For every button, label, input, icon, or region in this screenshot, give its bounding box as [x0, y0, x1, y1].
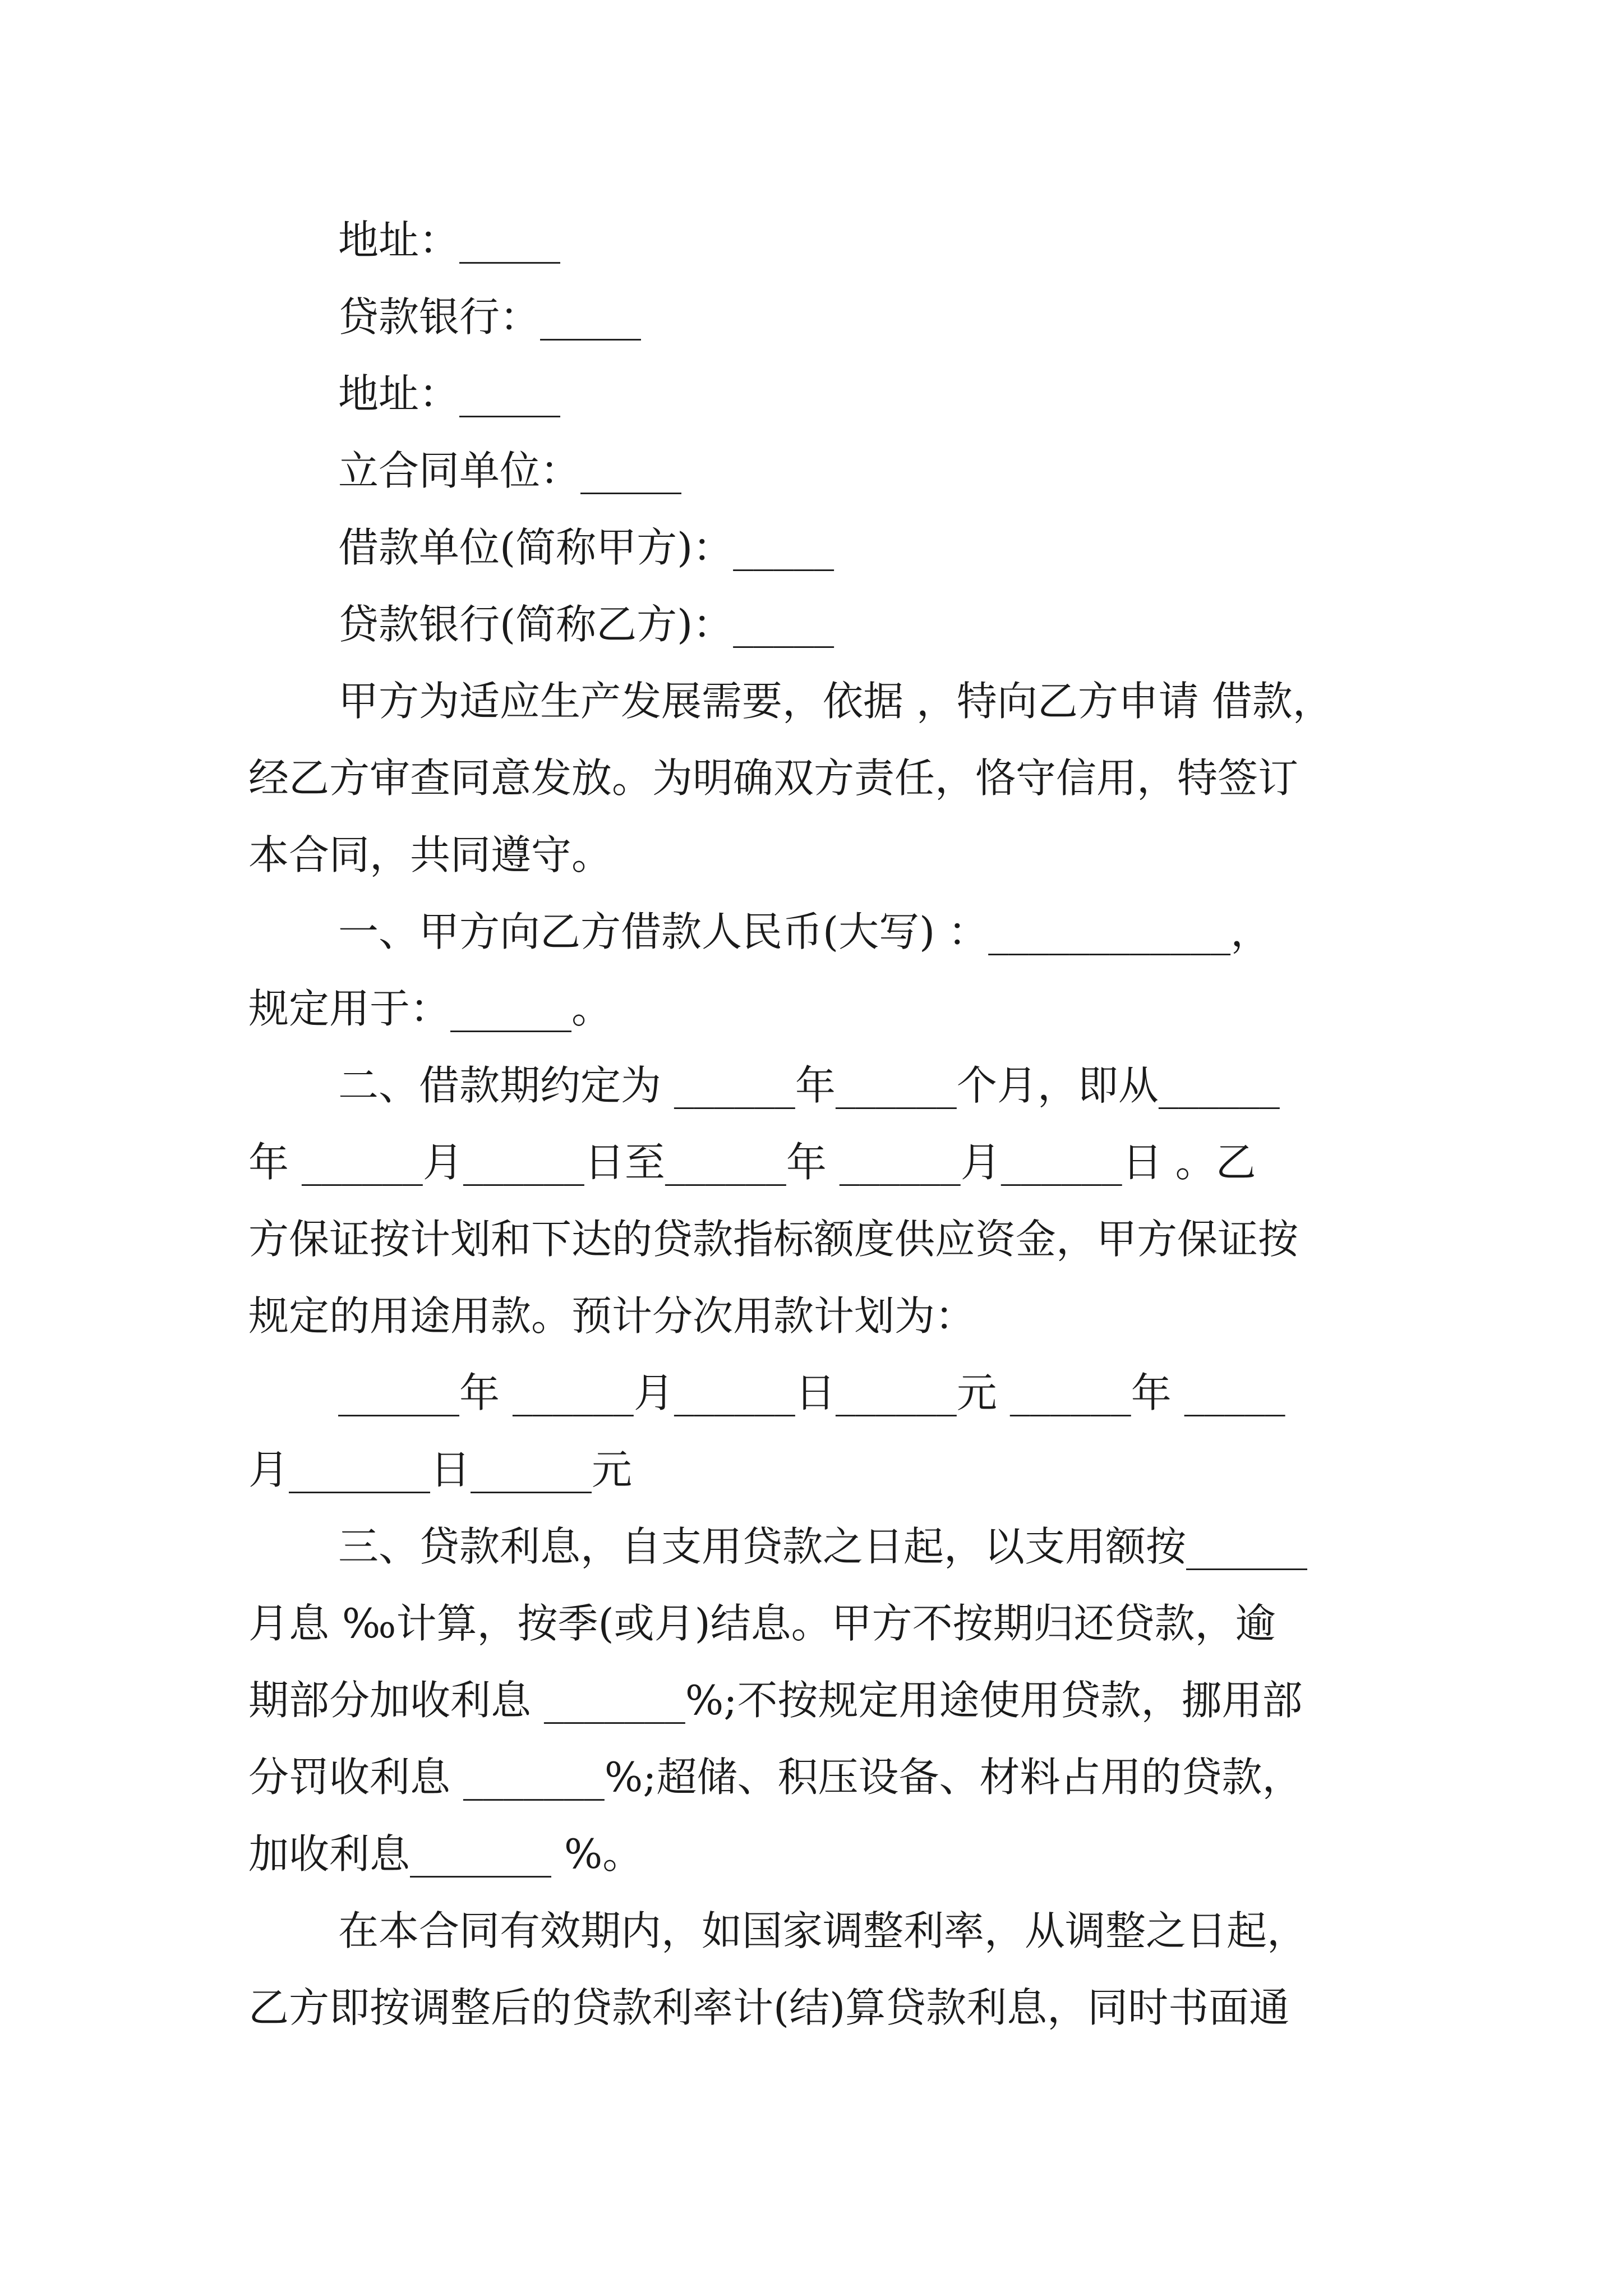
clause-3-line-2: 月息 ‰计算，按季(或月)结息。甲方不按期归还贷款，逾: [248, 1600, 1276, 1647]
borrower-party-a-line: 借款单位(简称甲方)：_____: [338, 524, 834, 571]
preamble-line-1: 甲方为适应生产发展需要，依据 ，特向乙方申请 借款，: [338, 678, 1333, 725]
clause-2-line-1: 二、借款期约定为 ______年______个月，即从______: [338, 1062, 1280, 1109]
lender-address-line: 地址：_____: [338, 217, 561, 264]
preamble-line-3: 本合同，共同遵守。: [248, 831, 612, 878]
clause-3-line-1: 三、贷款利息，自支用贷款之日起，以支用额按______: [338, 1523, 1308, 1570]
clause-2-line-3: 方保证按计划和下达的贷款指标额度供应资金，甲方保证按: [248, 1216, 1299, 1263]
rate-adjustment-line-2: 乙方即按调整后的贷款利率计(结)算贷款利息，同时书面通: [248, 1984, 1290, 2031]
clause-2-line-4: 规定的用途用款。预计分次用款计划为：: [248, 1292, 976, 1340]
rate-adjustment-line-1: 在本合同有效期内，如国家调整利率，从调整之日起，: [338, 1907, 1308, 1954]
clause-3-line-3: 期部分加收利息 _______%;不按规定用途使用贷款，挪用部: [248, 1677, 1303, 1724]
clause-1-line-1: 一、甲方向乙方借款人民币(大写) ：____________，: [338, 908, 1271, 955]
bank-address-line: 地址：_____: [338, 370, 561, 417]
contracting-parties-line: 立合同单位：_____: [338, 447, 682, 494]
usage-schedule-line-1: ______年 ______月______日______元 ______年 _____: [338, 1369, 1285, 1416]
lender-party-b-line: 贷款银行(简称乙方)：_____: [338, 601, 834, 648]
usage-schedule-line-2: 月_______日______元: [248, 1446, 632, 1493]
lending-bank-line: 贷款银行：_____: [338, 293, 642, 341]
clause-2-line-2: 年 ______月______日至______年 ______月______日 。乙: [248, 1139, 1256, 1186]
clause-1-line-2: 规定用于：______。: [248, 985, 612, 1032]
preamble-line-2: 经乙方审查同意发放。为明确双方责任，恪守信用，特签订: [248, 754, 1299, 802]
clause-3-line-5: 加收利息_______ %。: [248, 1830, 643, 1878]
clause-3-line-4: 分罚收利息 _______%;超储、积压设备、材料占用的贷款，: [248, 1754, 1303, 1801]
